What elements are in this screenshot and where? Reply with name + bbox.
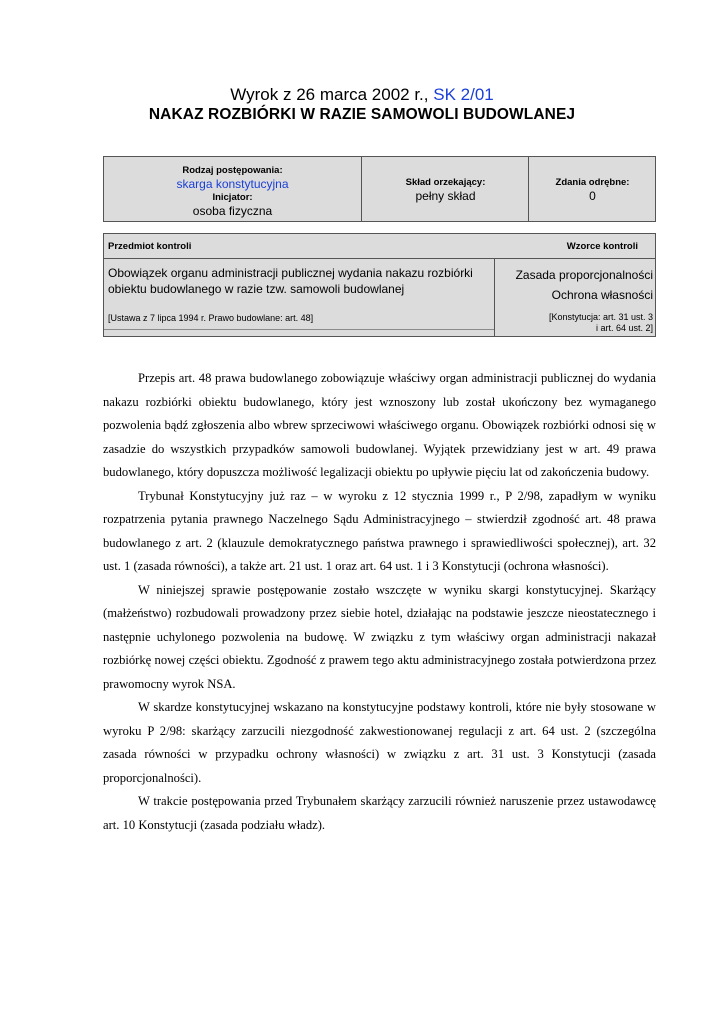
initiator-label: Inicjator: — [212, 192, 253, 203]
judgment-body — [103, 367, 656, 837]
judgment-date-text: Wyrok z 26 marca 2002 r., — [230, 85, 434, 104]
subject-header-label: Przedmiot kontroli — [108, 241, 192, 252]
bench-value: pełny skład — [415, 189, 476, 203]
body-paragraph: W trakcie postępowania przed Trybunałem skarżący zarzucili również naruszenie przez ustawodawcę art. 10 Konstytucji (zasada podziału władz). — [103, 794, 656, 832]
subject-divider — [104, 329, 494, 330]
constitution-basis-line2: i art. 64 ust. 2] — [595, 323, 653, 333]
bench-label: Skład orzekający: — [405, 177, 486, 188]
proceeding-label: Rodzaj postępowania: — [182, 165, 283, 176]
judgment-title — [0, 84, 724, 106]
review-subject-header — [104, 234, 655, 259]
case-reference-link[interactable]: SK 2/01 — [433, 85, 494, 104]
constitution-basis-line1: [Konstytucja: art. 31 ust. 3 — [548, 312, 653, 322]
proceeding-type-link[interactable]: skarga konstytucyjna — [176, 177, 289, 191]
body-paragraph: W skardze konstytucyjnej wskazano na konstytucyjne podstawy kontroli, które nie były stosowane w wyroku P 2/98: skarżący zarzucili niezgodność zakwestionowanej regulacji z art. 64 ust. 2 (szczególna zasada równości w przypadku ochrony własności) w związku z art. 31 ust. 3 Konstytucji (zasada proporcjonalności). — [103, 700, 656, 785]
judgment-subtitle: NAKAZ ROZBIÓRKI W RAZIE SAMOWOLI BUDOWLANEJ — [148, 106, 576, 123]
standards-header-label: Wzorce kontroli — [566, 241, 638, 252]
dissent-value: 0 — [589, 189, 596, 203]
constitution-basis — [503, 312, 653, 334]
body-paragraph: Przepis art. 48 prawa budowlanego zobowiązuje właściwy organ administracji publicznej do wydania nakazu rozbiórki obiektu budowlanego, który jest wznoszony lub został ukończony bez wymaganego pozwolenia bądź zgłoszenia albo wbrew sprzeciwowi właściwego organu. Obowiązek rozbiórki odnosi się w zasadzie do wszystkich przypadków samowoli budowlanej. Wyjątek przewidziany jest w art. 49 prawa budowlanego, który dopuszcza możliwość legalizacji obiektu po upływie pięciu lat od zakończenia budowy. — [103, 371, 656, 479]
review-subject-box — [103, 233, 656, 337]
subject-legal-basis: [Ustawa z 7 lipca 1994 r. Prawo budowlane: art. 48] — [108, 313, 314, 323]
subject-cell — [104, 259, 494, 336]
standard-property-protection: Ochrona własności — [551, 288, 653, 302]
subject-description: Obowiązek organu administracji publicznej wydania nakazu rozbiórki obiektu budowlanego w razie tzw. samowoli budowlanej — [108, 266, 473, 296]
body-paragraph: Trybunał Konstytucyjny już raz – w wyroku z 12 stycznia 1999 r., P 2/98, zapadłym w wyniku rozpatrzenia pytania prawnego Naczelnego Sądu Administracyjnego – stwierdził zgodność art. 48 prawa budowlanego z art. 2 (klauzule demokratycznego państwa prawnego i sprawiedliwości społecznej), art. 32 ust. 1 (zasada równości), a także art. 21 ust. 1 oraz art. 64 ust. 1 i 3 Konstytucji (ochrona własności). — [103, 488, 656, 573]
dissent-label: Zdania odrębne: — [555, 177, 630, 188]
body-paragraph: W niniejszej sprawie postępowanie zostało wszczęte w wyniku skargi konstytucyjnej. Skarżący (małżeństwo) rozbudowali prowadzony przez siebie hotel, działając na podstawie jeszcze nieostatecznego i następnie uchylonego pozwolenia na budowę. W związku z tym właściwy organ administracji nakazał rozbiórkę nowej części obiektu. Zgodność z prawem tego aktu administracyjnego została potwierdzona przez prawomocny wyrok NSA. — [103, 582, 656, 691]
dissent-cell — [528, 157, 656, 221]
initiator-value: osoba fizyczna — [192, 204, 273, 218]
proceeding-cell — [104, 157, 361, 221]
standards-cell — [494, 259, 656, 336]
case-metadata-box — [103, 156, 656, 222]
bench-cell — [361, 157, 529, 221]
standards-list — [516, 265, 653, 305]
standard-proportionality: Zasada proporcjonalności — [515, 268, 653, 282]
